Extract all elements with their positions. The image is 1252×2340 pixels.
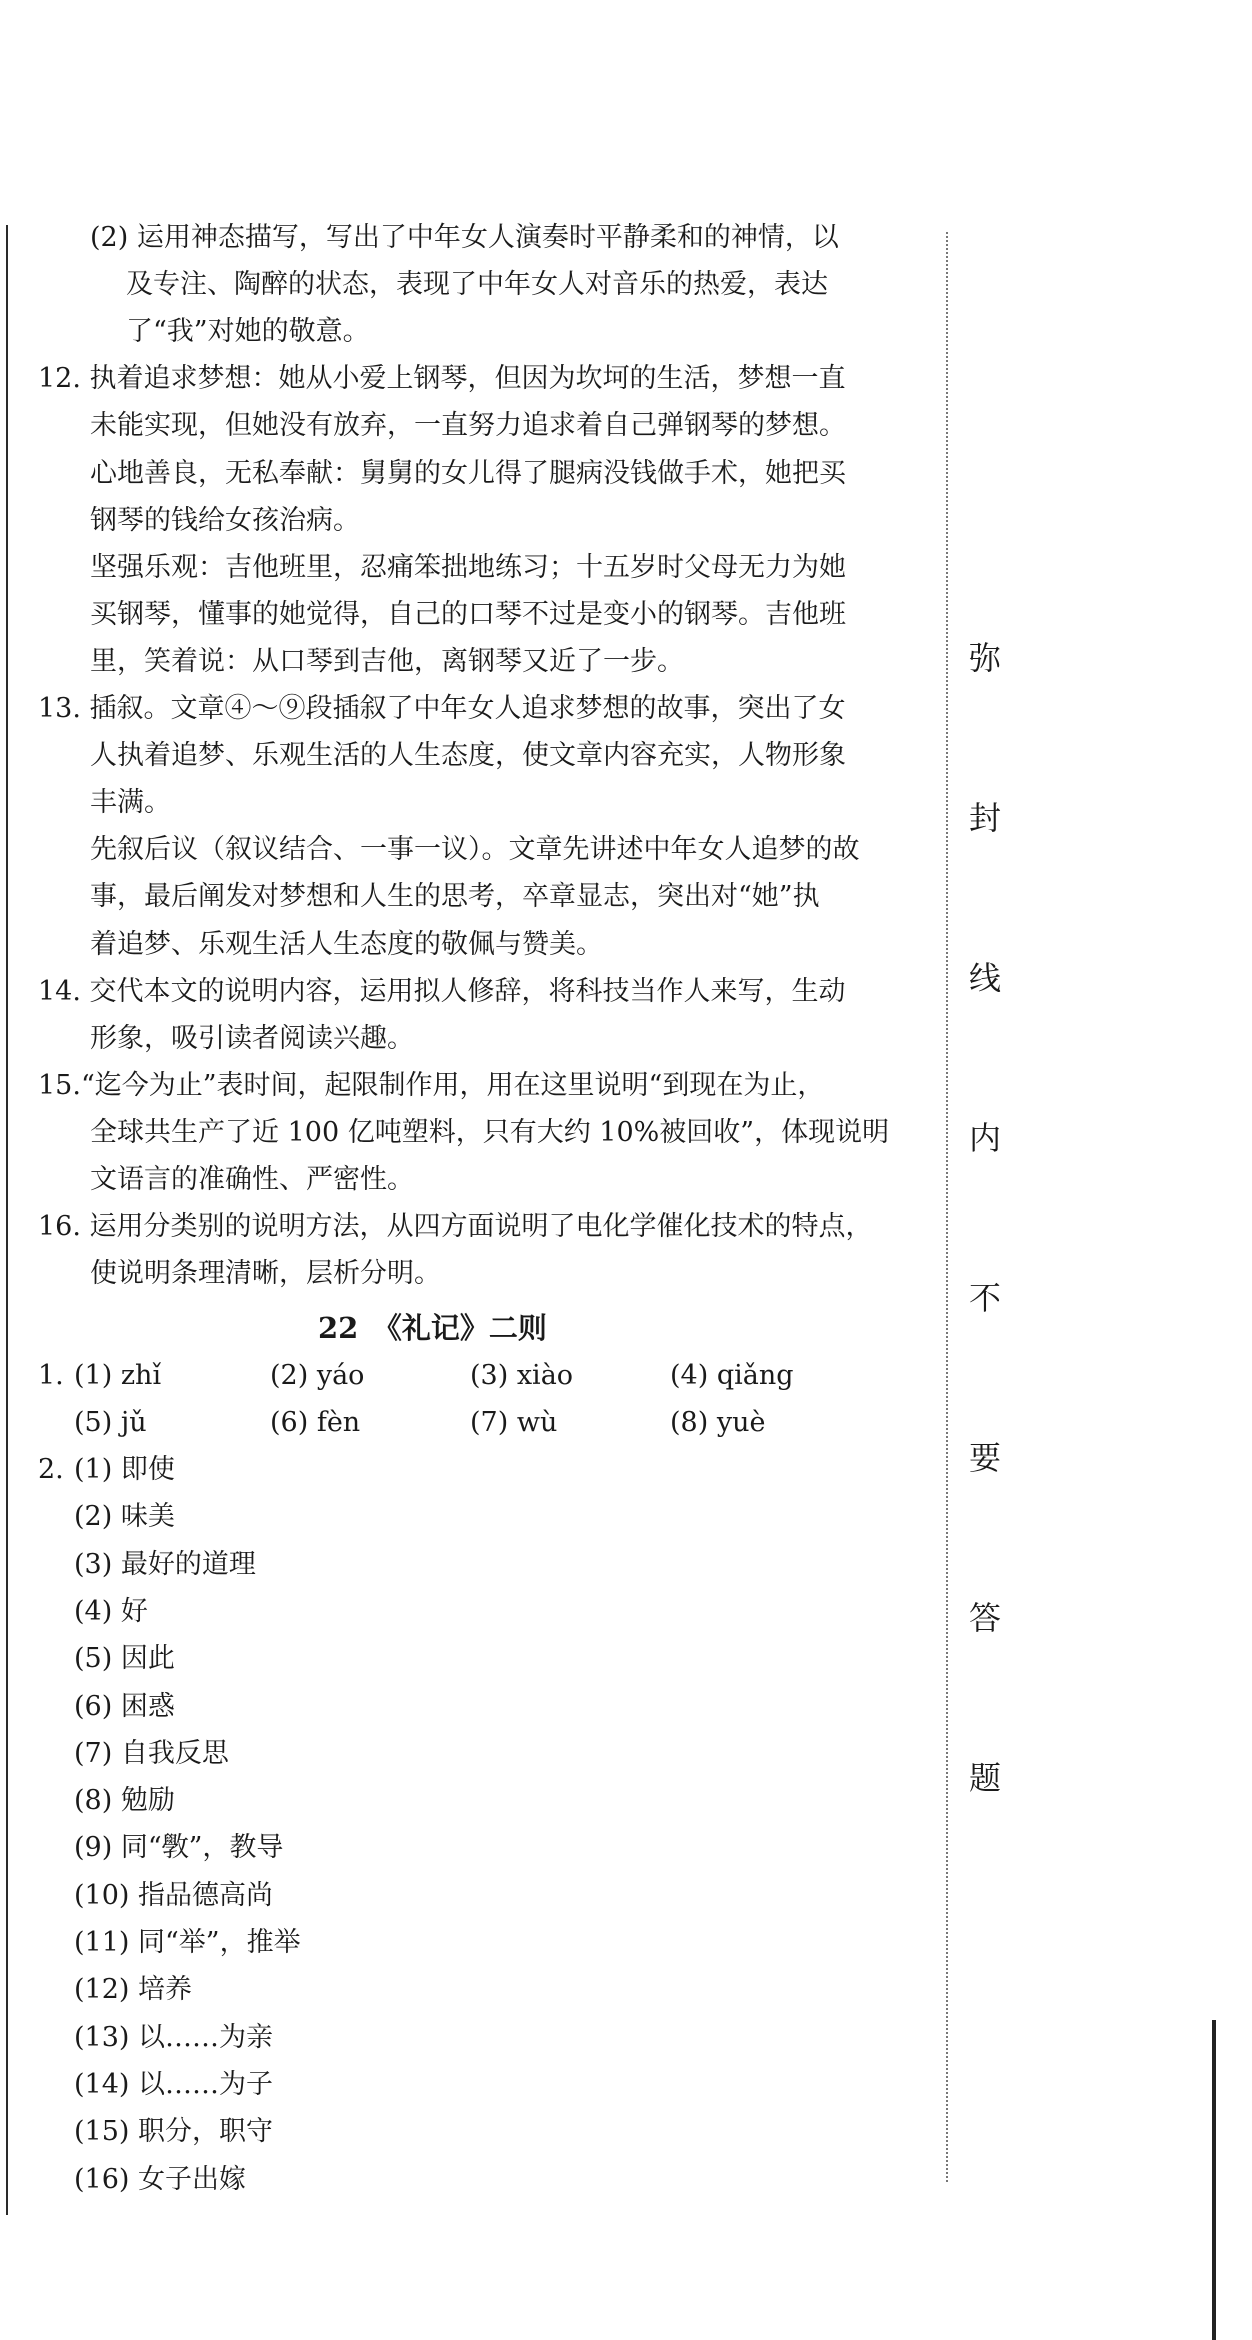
answer-line: 里，笑着说：从口琴到吉他，离钢琴又近了一步。 bbox=[90, 645, 684, 677]
answer-line: 13. 插叙。文章④～⑨段插叙了中年女人追求梦想的故事，突出了女 bbox=[38, 693, 846, 724]
answer-line: 心地善良，无私奉献：舅舅的女儿得了腿病没钱做手术，她把买 bbox=[90, 457, 846, 489]
explanation-item: (7) 自我反思 bbox=[74, 1737, 229, 1769]
answer-line: 坚强乐观：吉他班里，忍痛笨拙地练习；十五岁时父母无力为她 bbox=[90, 551, 846, 583]
pinyin-item: (5) jǔ bbox=[74, 1407, 147, 1438]
explanation-item: (9) 同“斆”，教导 bbox=[74, 1832, 284, 1864]
answer-line: 先叙后议（叙议结合、一事一议）。文章先讲述中年女人追梦的故 bbox=[90, 834, 860, 866]
explanation-item: (6) 困惑 bbox=[74, 1690, 175, 1722]
explanation-item: (15) 职分，职守 bbox=[74, 2116, 274, 2148]
question-number: 1. bbox=[38, 1360, 64, 1391]
explanation-item: (5) 因此 bbox=[74, 1643, 175, 1675]
right-margin-rule bbox=[1212, 2020, 1216, 2340]
answer-line: 钢琴的钱给女孩治病。 bbox=[90, 504, 360, 536]
seal-char: 答 bbox=[968, 1599, 1001, 1637]
answer-line: 着追梦、乐观生活人生态度的敬佩与赞美。 bbox=[90, 928, 603, 960]
answer-line: 文语言的准确性、严密性。 bbox=[90, 1164, 414, 1195]
explanation-item: (14) 以……为子 bbox=[74, 2068, 274, 2100]
seal-char: 不 bbox=[968, 1279, 1001, 1317]
answer-line: (2) 运用神态描写，写出了中年女人演奏时平静柔和的神情，以 bbox=[90, 222, 839, 253]
seal-char: 弥 bbox=[968, 639, 1001, 677]
section-title: 22 《礼记》二则 bbox=[318, 1311, 547, 1345]
seal-char: 题 bbox=[968, 1759, 1001, 1797]
pinyin-item: (6) fèn bbox=[270, 1407, 361, 1438]
pinyin-item: (1) zhǐ bbox=[74, 1360, 162, 1391]
pinyin-item: (3) xiào bbox=[470, 1360, 574, 1391]
seal-char: 内 bbox=[968, 1119, 1001, 1157]
answer-line: 使说明条理清晰，层析分明。 bbox=[90, 1258, 441, 1290]
answer-line: 及专注、陶醉的状态，表现了中年女人对音乐的热爱，表达 bbox=[126, 269, 828, 301]
pinyin-item: (8) yuè bbox=[670, 1407, 766, 1438]
explanation-item: (3) 最好的道理 bbox=[74, 1548, 256, 1580]
answer-line: 买钢琴，懂事的她觉得，自己的口琴不过是变小的钢琴。吉他班 bbox=[90, 598, 846, 630]
answer-line: 12. 执着追求梦想：她从小爱上钢琴，但因为坎坷的生活，梦想一直 bbox=[38, 363, 846, 395]
pinyin-item: (7) wù bbox=[470, 1407, 558, 1438]
explanation-item: (1) 即使 bbox=[74, 1454, 175, 1485]
pinyin-item: (2) yáo bbox=[270, 1360, 365, 1391]
seal-char: 要 bbox=[968, 1439, 1001, 1477]
seal-char: 线 bbox=[968, 959, 1001, 997]
answer-line: 全球共生产了近 100 亿吨塑料，只有大约 10%被回收”，体现说明 bbox=[90, 1116, 890, 1148]
explanation-item: (12) 培养 bbox=[74, 1974, 193, 2006]
answer-line: 人执着追梦、乐观生活的人生态度，使文章内容充实，人物形象 bbox=[90, 740, 846, 772]
explanation-item: (4) 好 bbox=[74, 1595, 148, 1627]
explanation-item: (8) 勉励 bbox=[74, 1785, 175, 1817]
explanation-item: (2) 味美 bbox=[74, 1501, 175, 1533]
answer-line: 形象，吸引读者阅读兴趣。 bbox=[90, 1022, 414, 1054]
answer-line: 16. 运用分类别的说明方法，从四方面说明了电化学催化技术的特点， bbox=[38, 1211, 873, 1243]
seal-char: 封 bbox=[968, 799, 1001, 837]
answer-line: 15.“迄今为止”表时间，起限制作用，用在这里说明“到现在为止， bbox=[38, 1069, 825, 1101]
explanation-item: (10) 指品德高尚 bbox=[74, 1879, 274, 1911]
explanation-item: (16) 女子出嫁 bbox=[74, 2163, 247, 2195]
answer-line: 未能实现，但她没有放弃，一直努力追求着自己弹钢琴的梦想。 bbox=[90, 410, 846, 442]
answer-line: 事，最后阐发对梦想和人生的思考，卒章显志，突出对“她”执 bbox=[90, 881, 820, 913]
seal-dotted-line bbox=[946, 232, 948, 2182]
explanation-item: (13) 以……为亲 bbox=[74, 2021, 274, 2053]
explanation-item: (11) 同“举”，推举 bbox=[74, 1927, 301, 1958]
answer-line: 了“我”对她的敬意。 bbox=[126, 316, 370, 348]
left-margin-rule bbox=[6, 225, 8, 2215]
answer-line: 丰满。 bbox=[90, 787, 171, 819]
answer-line: 14. 交代本文的说明内容，运用拟人修辞，将科技当作人来写，生动 bbox=[38, 975, 846, 1007]
pinyin-item: (4) qiǎng bbox=[670, 1360, 794, 1391]
question-number: 2. bbox=[38, 1454, 64, 1485]
